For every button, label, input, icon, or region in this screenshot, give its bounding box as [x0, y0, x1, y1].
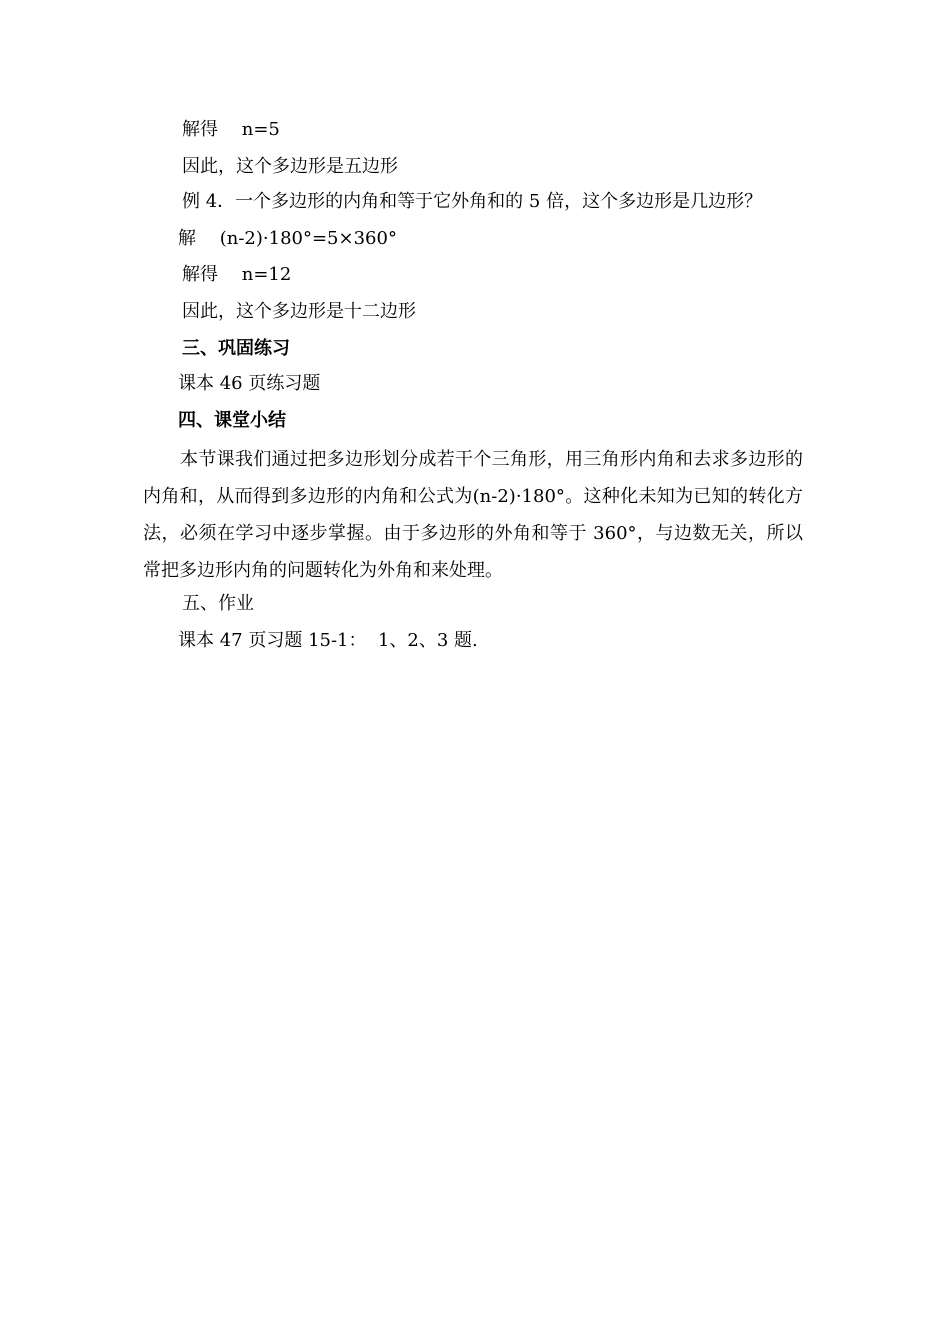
- example-4-question: 例 4．一个多边形的内角和等于它外角和的 5 倍，这个多边形是几边形？: [182, 191, 763, 212]
- homework-reference: 课本 47 页习题 15-1： 1、2、3 题.: [178, 630, 478, 651]
- conclusion-line-2: 因此，这个多边形是十二边形: [182, 301, 416, 322]
- section-heading-homework: 五、作业: [182, 593, 254, 614]
- summary-paragraph: 本节课我们通过把多边形划分成若干个三角形，用三角形内角和去求多边形的内角和，从而得到多边形的内角和公式为(n-2)·180°。这种化未知为已知的转化方法，必须在学习中逐步掌握。由于多边形的外角和等于 360°，与边数无关，所以常把多边形内角的问题转化为外角和来处理。: [143, 449, 803, 581]
- conclusion-line-1: 因此，这个多边形是五边形: [182, 156, 398, 177]
- solution-equation-line: 解 (n-2)·180°=5×360°: [178, 228, 397, 249]
- section-heading-summary: 四、课堂小结: [178, 410, 286, 431]
- section-heading-practice: 三、巩固练习: [182, 338, 290, 359]
- solution-result-line-2: 解得 n=12: [182, 264, 292, 285]
- practice-reference: 课本 46 页练习题: [178, 373, 321, 394]
- solution-result-line-1: 解得 n=5: [182, 119, 280, 140]
